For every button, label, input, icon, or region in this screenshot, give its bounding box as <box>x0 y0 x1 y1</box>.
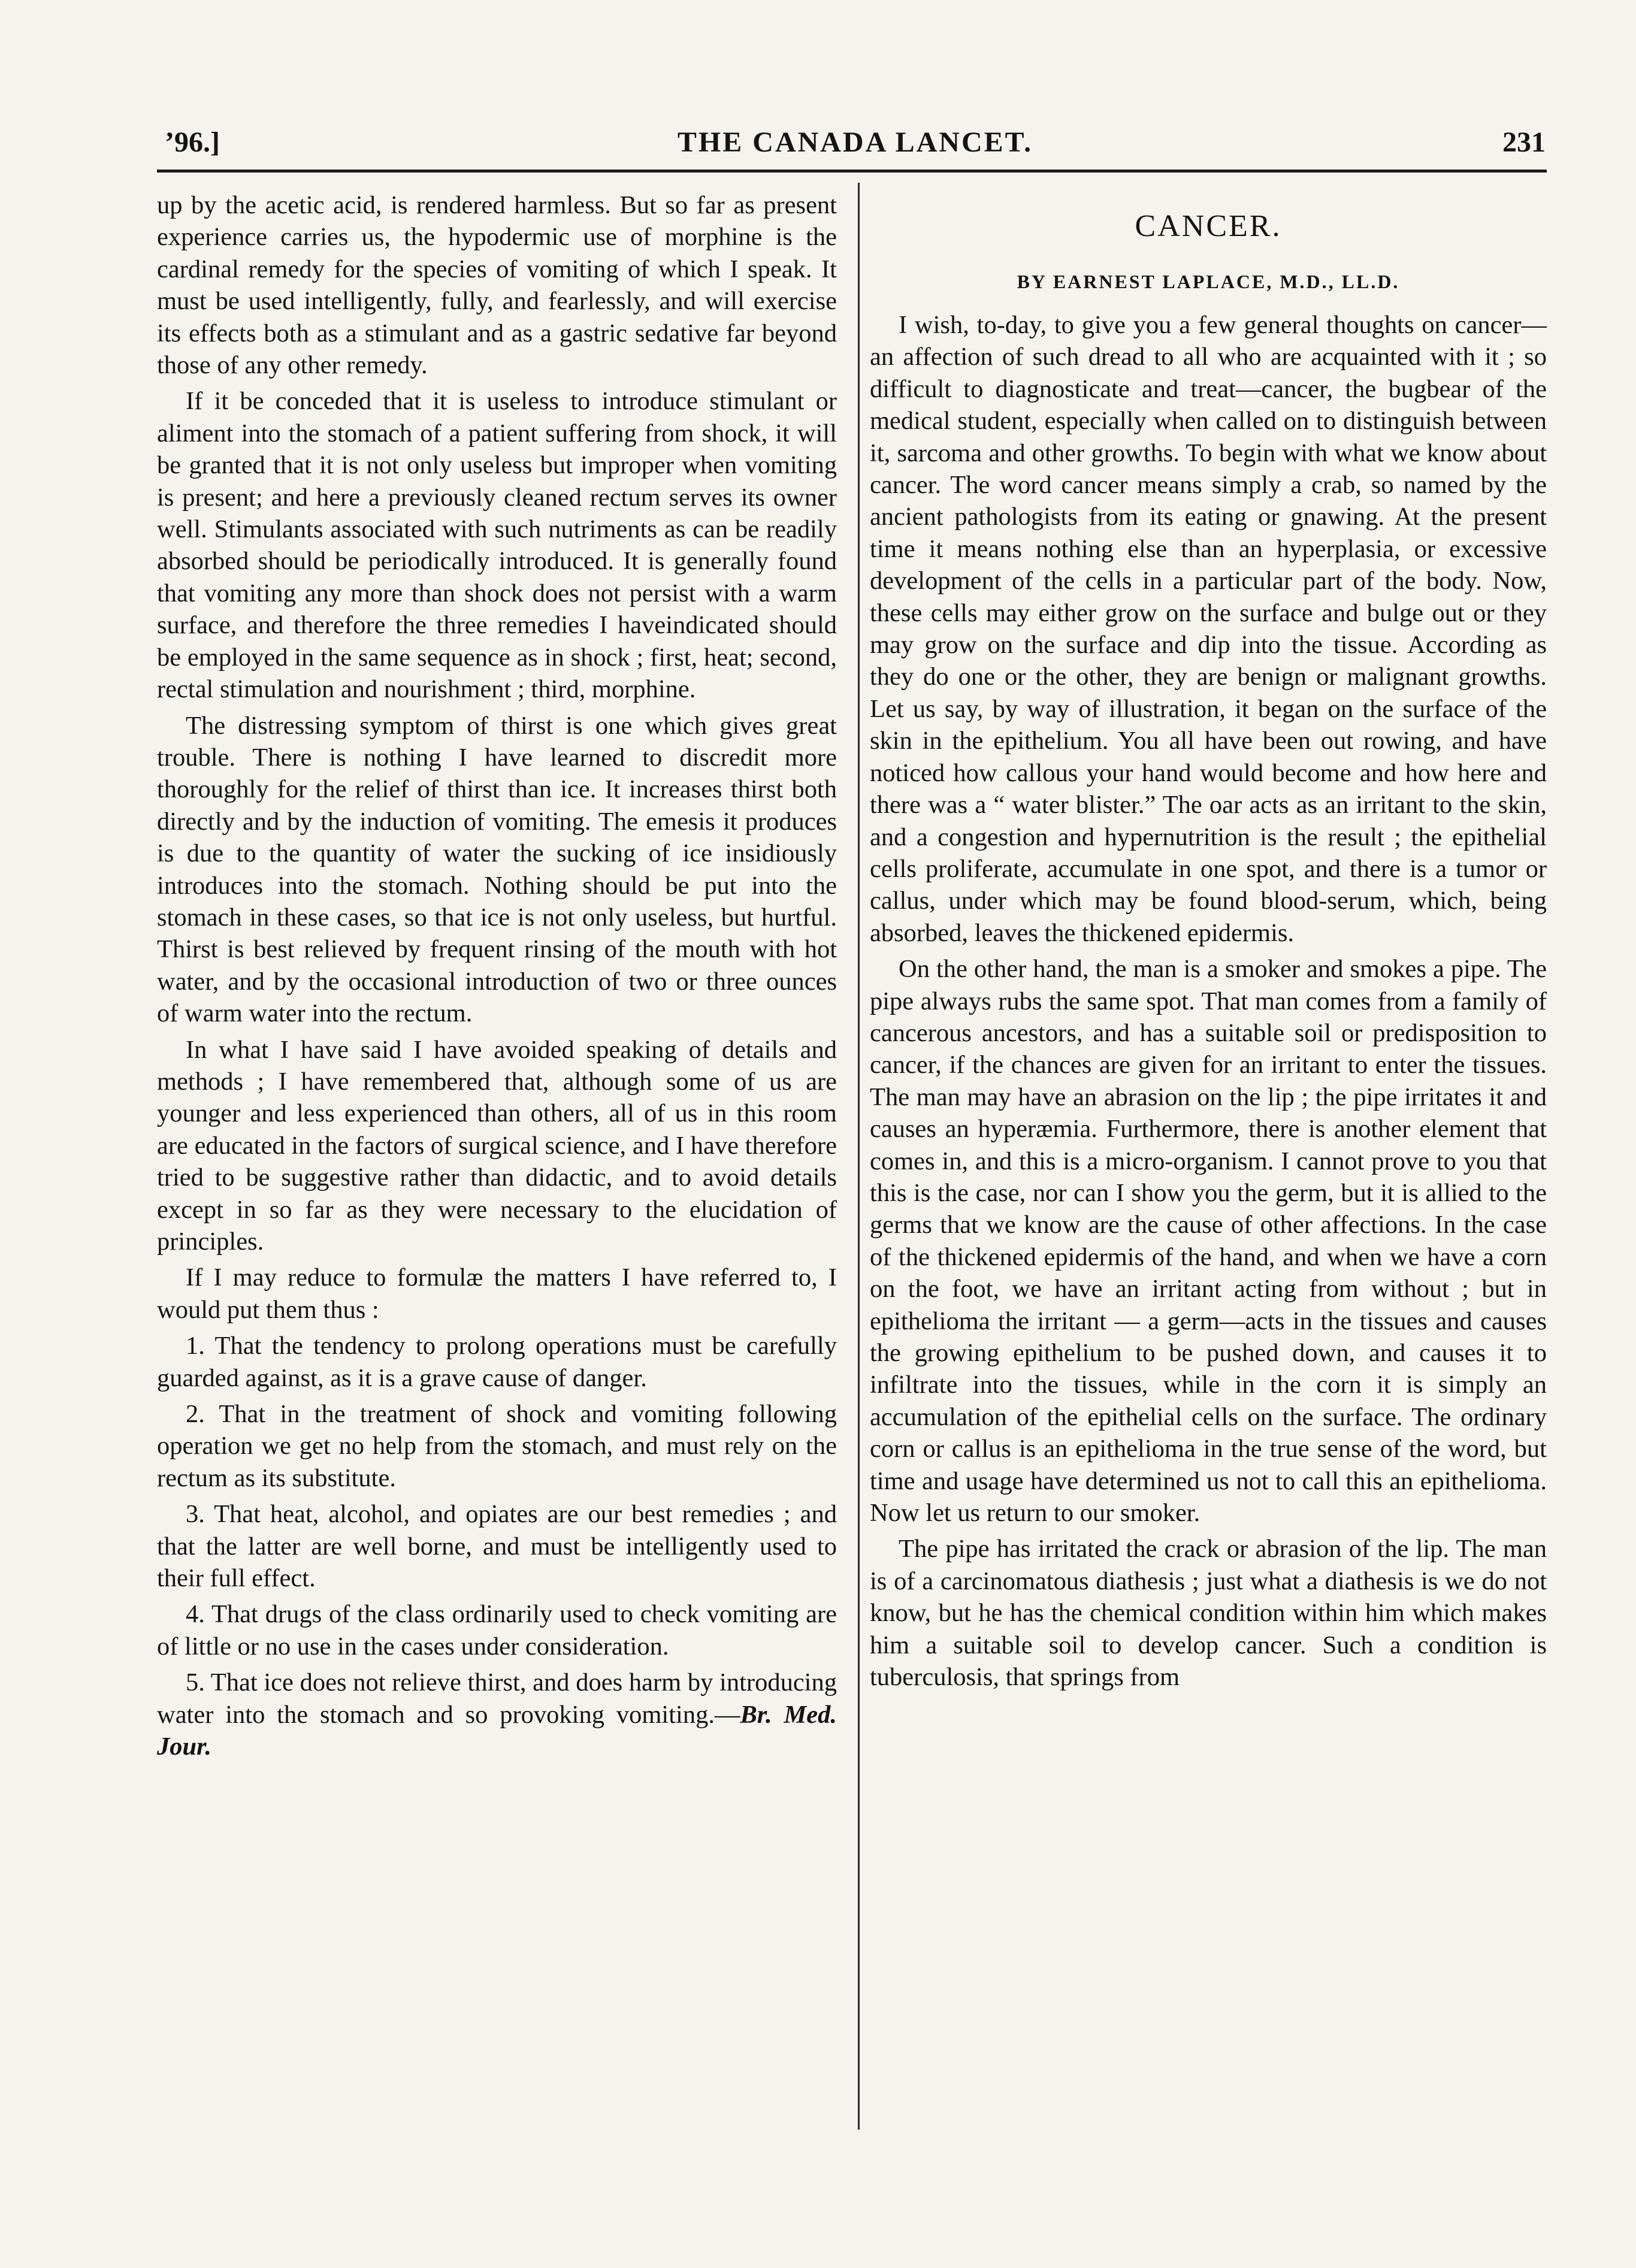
left-column <box>157 189 837 1763</box>
header-rule <box>157 170 1547 173</box>
paragraph: The pipe has irritated the crack or abrasion of the lip. The man is of a carcinomatous diathesis ; just what a diathesis is we do not know, but he has the chemical condition within him which makes him a suitable soil to develop cancer. Such a condition is tuberculosis, that springs from <box>870 1535 1547 1692</box>
right-column <box>870 189 1547 1693</box>
page-header <box>165 120 1546 168</box>
header-year: ’96.] <box>165 126 220 158</box>
paragraph: I wish, to-day, to give you a few general thoughts on cancer—an affection of such dread to all who are acquainted with it ; so difficult to diagnosticate and treat—cancer, the bugbear of the medical student, especially when called on to distinguish between it, sarcoma and other growths. To begin with what we know about cancer. The word cancer means simply a crab, so named by the ancient pathologists from its eating or gnawing. At the present time it means nothing else than an hyperplasia, or excessive development of the cells in a particular part of the body. Now, these cells may either grow on the surface and bulge out or they may grow on the surface and dip into the tissue. According as they do one or the other, they are benign or malignant growths. Let us say, by way of illustration, it began on the surface of the skin in the epithelium. You all have been out rowing, and have noticed how callous your hand would become and how here and there was a “ water blister.” The oar acts as an irritant to the skin, and a congestion and hypernutrition is the result ; the epithelial cells proliferate, accumulate in one spot, and there is a tumor or callus, under which may be found blood-serum, which, being absorbed, leaves the thickened epidermis. <box>870 311 1547 947</box>
page-number: 231 <box>1502 126 1546 158</box>
paragraph: The distressing symptom of thirst is one which gives great trouble. There is nothing I have learned to discredit more thoroughly for the relief of thirst than ice. It increases thirst both directly and by the induction of vomiting. The emesis it produces is due to the quantity of water the sucking of ice insidiously introduces into the stomach. Nothing should be put into the stomach in these cases, so that ice is not only useless, but hurtful. Thirst is best relieved by frequent rinsing of the mouth with hot water, and by the occasional introduction of two or three ounces of warm water into the rectum. <box>157 711 837 1028</box>
paragraph: If I may reduce to formulæ the matters I have referred to, I would put them thus : <box>157 1263 837 1324</box>
journal-title: THE CANADA LANCET. <box>677 126 1033 158</box>
list-item: 3. That heat, alcohol, and opiates are our best remedies ; and that the latter are well borne, and must be intelligently used to their full effect. <box>157 1500 837 1593</box>
article-title: CANCER. <box>1135 209 1282 243</box>
paragraph: In what I have said I have avoided speaking of details and methods ; I have remembered that, although some of us are younger and less experienced than others, all of us in this room are educated in the factors of surgical science, and I have therefore tried to be suggestive rather than didactic, and to avoid details except in so far as they were necessary to the elucidation of principles. <box>157 1035 837 1256</box>
list-item-text: 5. That ice does not relieve thirst, and does harm by introducing water into the stomach and so provoking vomiting.— <box>157 1668 837 1729</box>
list-item <box>157 1667 837 1762</box>
column-divider <box>858 183 860 2130</box>
article-byline: BY EARNEST LAPLACE, M.D., LL.D. <box>1017 271 1400 292</box>
list-item: 4. That drugs of the class ordinarily used to check vomiting are of little or no use in the cases under consideration. <box>157 1600 837 1661</box>
list-item: 2. That in the treatment of shock and vomiting following operation we get no help from the stomach, and must rely on the rectum as its substitute. <box>157 1400 837 1492</box>
paragraph: up by the acetic acid, is rendered harmless. But so far as present experience carries us, the hypodermic use of morphine is the cardinal remedy for the species of vomiting of which I speak. It must be used intelligently, fully, and fearlessly, and will exercise its effects both as a stimulant and as a gastric sedative far beyond those of any other remedy. <box>157 191 837 380</box>
paragraph: If it be conceded that it is useless to introduce stimulant or aliment into the stomach of a patient suffering from shock, it will be granted that it is not only useless but improper when vomiting is present; and here a previously cleaned rectum serves its owner well. Stimulants associated with such nutriments as can be readily absorbed should be periodically introduced. It is generally found that vomiting any more than shock does not persist with a warm surface, and therefore the three remedies I haveindicated should be employed in the same sequence as in shock ; first, heat; second, rectal stimulation and nourishment ; third, morphine. <box>157 387 837 704</box>
source-citation: Br. Med. Jour. <box>157 1700 837 1761</box>
paragraph: On the other hand, the man is a smoker and smokes a pipe. The pipe always rubs the same spot. That man comes from a family of cancerous ancestors, and has a suitable soil or predisposition to cancer, if the chances are given for an irritant to enter the tissues. The man may have an abrasion on the lip ; the pipe irritates it and causes an hyperæmia. Furthermore, there is another element that comes in, and this is a micro-organism. I cannot prove to you that this is the case, nor can I show you the germ, but it is allied to the germs that we know are the cause of other affections. In the case of the thickened epidermis of the hand, and when we have a corn on the foot, we have an irritant acting from without ; but in epithelioma the irritant — a germ—acts in the tissues and causes the growing epithelium to be pushed down, and causes it to infiltrate into the tissues, while in the corn it is simply an accumulation of the epithelial cells on the surface. The ordinary corn or callus is an epithelioma in the true sense of the word, but time and usage have determined us not to call this an epithelioma. Now let us return to our smoker. <box>870 955 1547 1528</box>
list-item: 1. That the tendency to prolong operations must be carefully guarded against, as it is a grave cause of danger. <box>157 1332 837 1392</box>
